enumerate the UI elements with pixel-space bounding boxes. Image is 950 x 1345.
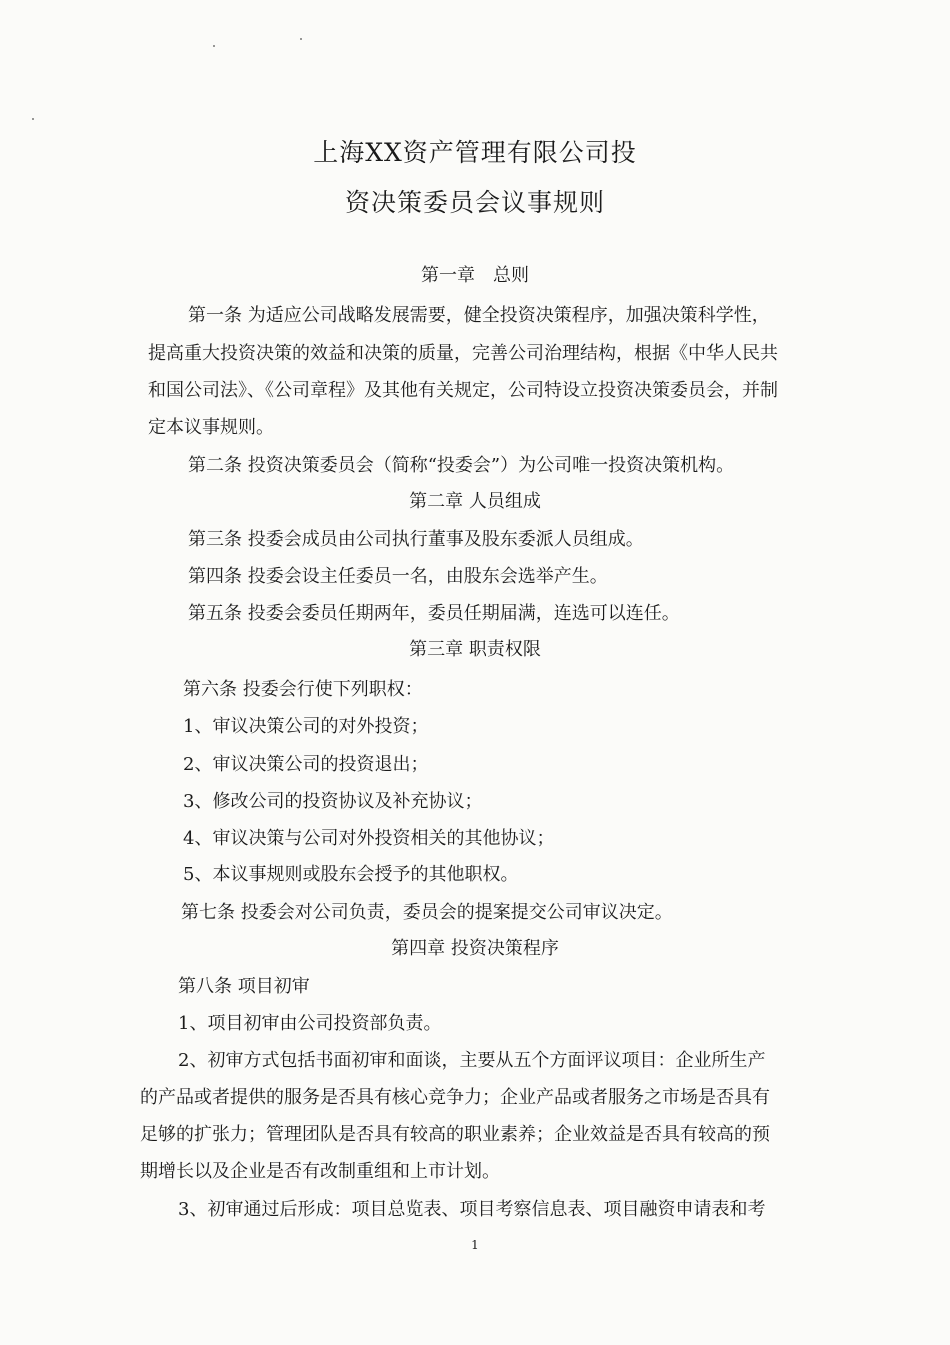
chapter-heading: 第二章 人员组成 <box>409 491 541 512</box>
paragraph-line: 第四条 投委会设主任委员一名，由股东会选举产生。 <box>188 566 608 587</box>
scan-speck <box>32 118 34 120</box>
list-item: 3、修改公司的投资协议及补充协议； <box>183 791 483 812</box>
scan-speck <box>213 45 215 47</box>
paragraph-line: 的产品或者提供的服务是否具有核心竞争力；企业产品或者服务之市场是否具有 <box>140 1087 770 1108</box>
chapter-heading: 第四章 投资决策程序 <box>391 938 559 959</box>
scan-speck <box>300 38 302 40</box>
list-item: 2、审议决策公司的投资退出； <box>183 754 429 775</box>
paragraph-line: 定本议事规则。 <box>148 417 274 438</box>
paragraph-line: 足够的扩张力；管理团队是否具有较高的职业素养；企业效益是否具有较高的预 <box>140 1124 770 1145</box>
list-item: 3、初审通过后形成：项目总览表、项目考察信息表、项目融资申请表和考 <box>178 1199 766 1220</box>
paragraph-line: 期增长以及企业是否有改制重组和上市计划。 <box>140 1161 500 1182</box>
list-item: 2、初审方式包括书面初审和面谈，主要从五个方面评议项目：企业所生产 <box>178 1050 766 1071</box>
paragraph-line: 第八条 项目初审 <box>178 976 310 997</box>
paragraph-line: 第六条 投委会行使下列职权： <box>183 679 423 700</box>
list-item: 4、审议决策与公司对外投资相关的其他协议； <box>183 828 555 849</box>
paragraph-line: 第二条 投资决策委员会（简称“投委会”）为公司唯一投资决策机构。 <box>188 455 735 476</box>
paragraph-line: 第七条 投委会对公司负责，委员会的提案提交公司审议决定。 <box>181 902 673 923</box>
paragraph-line: 第五条 投委会委员任期两年，委员任期届满，连选可以连任。 <box>188 603 680 624</box>
chapter-heading: 第一章 总则 <box>421 265 529 286</box>
list-item: 1、审议决策公司的对外投资； <box>183 716 429 737</box>
list-item: 5、本议事规则或股东会授予的其他职权。 <box>183 864 519 885</box>
paragraph-line: 第一条 为适应公司战略发展需要，健全投资决策程序，加强决策科学性， <box>188 305 770 326</box>
list-item: 1、项目初审由公司投资部负责。 <box>178 1013 442 1034</box>
document-title-line1: 上海XX资产管理有限公司投 <box>313 138 637 167</box>
paragraph-line: 第三条 投委会成员由公司执行董事及股东委派人员组成。 <box>188 529 644 550</box>
chapter-heading: 第三章 职责权限 <box>409 639 541 660</box>
paragraph-line: 提高重大投资决策的效益和决策的质量，完善公司治理结构，根据《中华人民共 <box>148 343 778 364</box>
page-number: 1 <box>471 1238 479 1252</box>
document-title-line2: 资决策委员会议事规则 <box>344 188 605 217</box>
paragraph-line: 和国公司法》、《公司章程》及其他有关规定，公司特设立投资决策委员会，并制 <box>148 380 778 401</box>
